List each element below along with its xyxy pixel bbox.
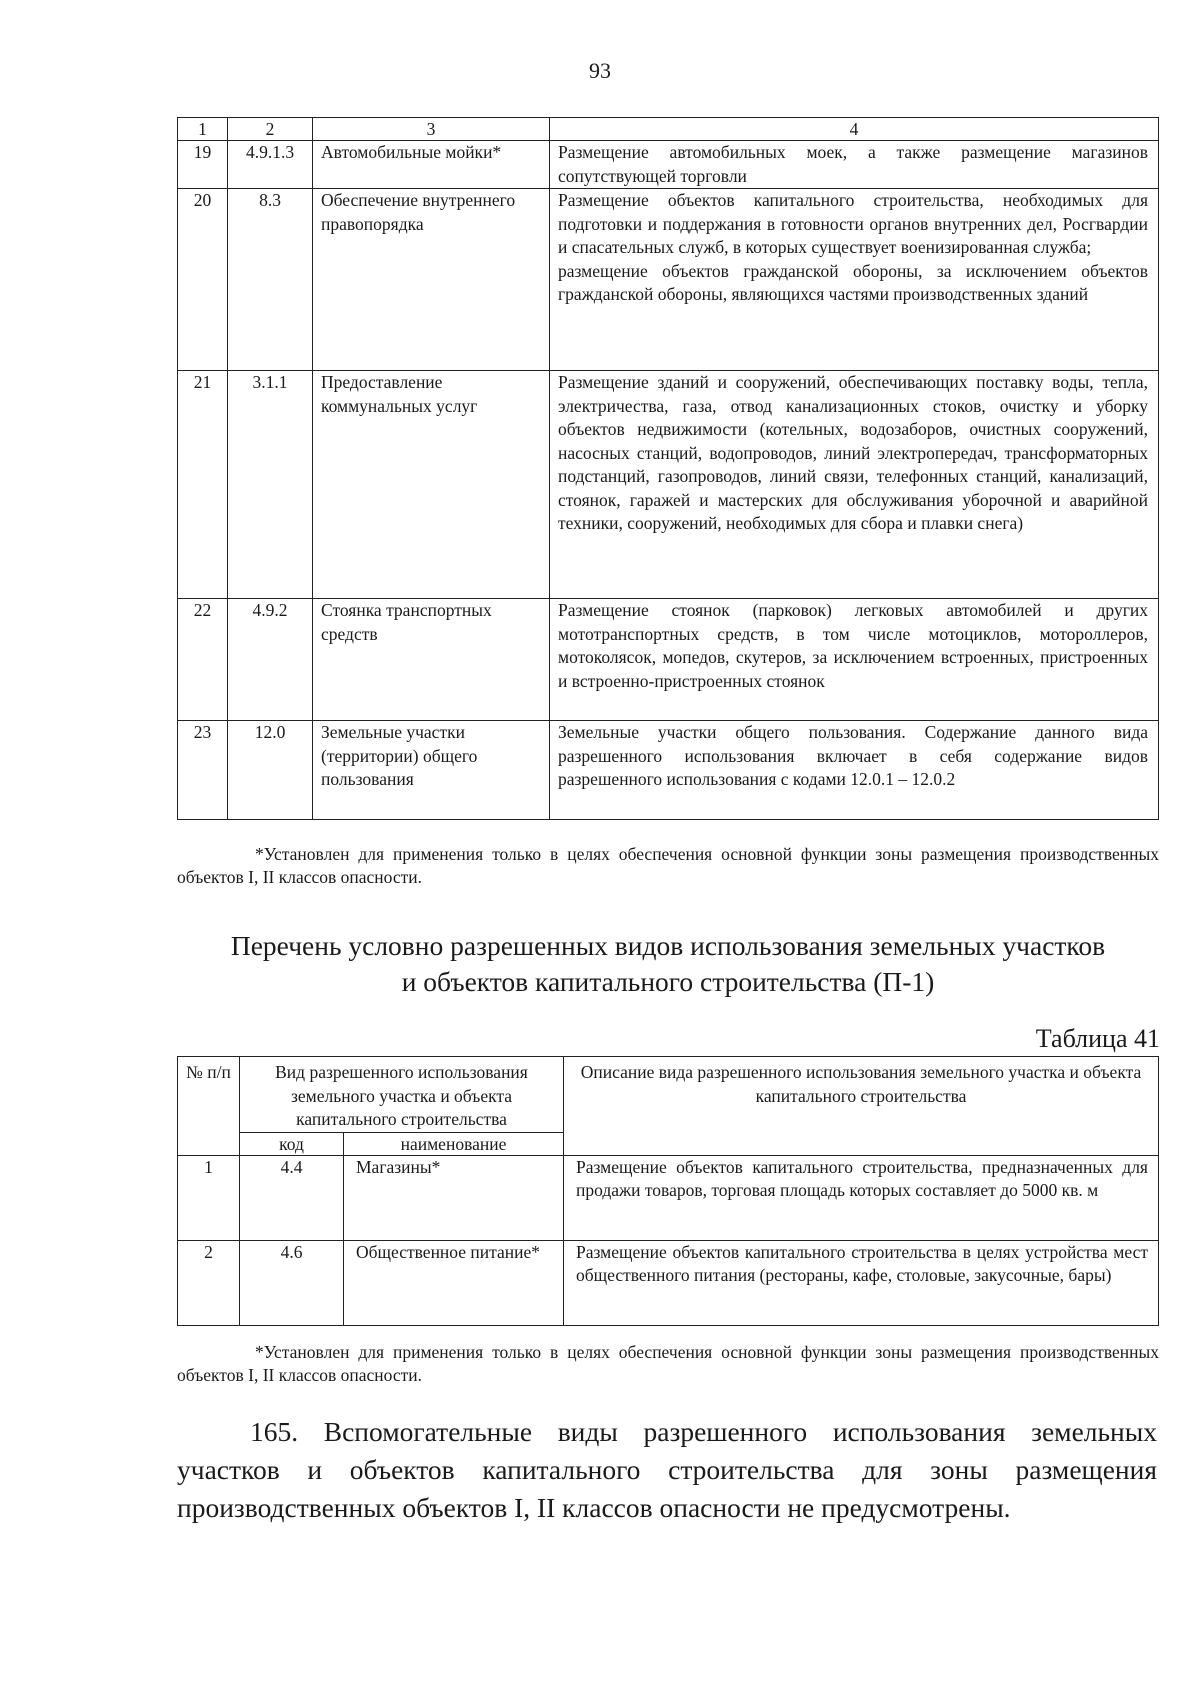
column-number: 4 — [550, 118, 1159, 141]
column-number: 2 — [228, 118, 313, 141]
use-code: 4.9.1.3 — [228, 141, 313, 189]
use-description: Размещение автомобильных моек, а также размещение магазинов сопутствующей торговли — [550, 141, 1159, 189]
description-paragraph: Размещение объектов капитального строительства, необходимых для подготовки и поддержания в готовности органов внутренних дел, Росгвардии и спасательных служб, в которых существует военизированная служба; — [558, 190, 1148, 257]
row-number: 20 — [178, 189, 228, 371]
use-name: Предоставление коммунальных услуг — [313, 371, 550, 599]
header-use-type: Вид разрешенного использования земельного участка и объекта капитального строительства — [240, 1057, 564, 1133]
table-label: Таблица 41 — [1035, 1024, 1160, 1053]
row-number: 19 — [178, 141, 228, 189]
row-number: 23 — [178, 721, 228, 820]
row-number: 22 — [178, 599, 228, 721]
use-name: Земельные участки (территории) общего пользования — [313, 721, 550, 820]
header-code: код — [240, 1132, 344, 1155]
use-description: Размещение стоянок (парковок) легковых автомобилей и других мототранспортных средств, в том числе мотоциклов, мотороллеров, мотоколясок, мопедов, скутеров, за исключением встроенных, пристроенных и встроенно-пристроенных стоянок — [550, 599, 1159, 721]
header-description: Описание вида разрешенного использования земельного участка и объекта капитального строительства — [564, 1057, 1159, 1156]
section-title-line: Перечень условно разрешенных видов использования земельных участков — [230, 930, 1106, 961]
use-name: Обеспечение внутреннего правопорядка — [313, 189, 550, 371]
permitted-uses-table-continuation — [177, 117, 1159, 820]
column-number: 1 — [178, 118, 228, 141]
use-code: 8.3 — [228, 189, 313, 371]
table-row — [178, 371, 1159, 599]
row-number: 2 — [178, 1240, 240, 1325]
use-code: 12.0 — [228, 721, 313, 820]
table-row — [178, 1155, 1159, 1240]
table-row — [178, 721, 1159, 820]
use-code: 4.9.2 — [228, 599, 313, 721]
use-name: Автомобильные мойки* — [313, 141, 550, 189]
table-row — [178, 599, 1159, 721]
use-description: Размещение объектов капитального строительства в целях устройства мест общественного питания (рестораны, кафе, столовые, закусочные, бары) — [564, 1240, 1159, 1325]
section-title — [0, 928, 1200, 1000]
footnote: *Установлен для применения только в целях обеспечения основной функции зоны размещения производственных объектов I, II классов опасности. — [177, 1342, 1159, 1385]
section-title-line: и объектов капитального строительства (П-1) — [401, 966, 935, 997]
use-name: Общественное питание* — [344, 1240, 564, 1325]
page-number: 93 — [589, 58, 611, 83]
column-number: 3 — [313, 118, 550, 141]
description-paragraph: размещение объектов гражданской обороны, за исключением объектов гражданской обороны, являющихся частями производственных зданий — [558, 260, 1148, 304]
table-row — [178, 1240, 1159, 1325]
use-name: Магазины* — [344, 1155, 564, 1240]
header-name: наименование — [344, 1132, 564, 1155]
footnote: *Установлен для применения только в целях обеспечения основной функции зоны размещения производственных объектов I, II классов опасности. — [177, 844, 1159, 887]
conditionally-permitted-uses-table — [177, 1056, 1159, 1326]
table-row — [178, 141, 1159, 189]
use-description: Размещение объектов капитального строительства, предназначенных для продажи товаров, торговая площадь которых составляет до 5000 кв. м — [564, 1155, 1159, 1240]
use-description: Земельные участки общего пользования. Содержание данного вида разрешенного использования включает в себя содержание видов разрешенного использования с кодами 12.0.1 – 12.0.2 — [550, 721, 1159, 820]
use-description: Размещение зданий и сооружений, обеспечивающих поставку воды, тепла, электричества, газа, отвод канализационных стоков, очистку и уборку объектов недвижимости (котельных, водозаборов, очистных сооружений, насосных станций, водопроводов, линий электропередач, трансформаторных подстанций, газопроводов, линий связи, телефонных станций, канализаций, стоянок, гаражей и мастерских для обслуживания уборочной и аварийной техники, сооружений, необходимых для сбора и плавки снега) — [550, 371, 1159, 599]
table-row — [178, 189, 1159, 371]
use-code: 4.4 — [240, 1155, 344, 1240]
use-code: 3.1.1 — [228, 371, 313, 599]
row-number: 1 — [178, 1155, 240, 1240]
closing-paragraph: 165. Вспомогательные виды разрешенного использования земельных участков и объектов капитального строительства для зоны размещения производственных объектов I, II классов опасности не предусмотрены. — [177, 1416, 1157, 1523]
column-number-row — [178, 118, 1159, 141]
table-header-row — [178, 1057, 1159, 1133]
row-number: 21 — [178, 371, 228, 599]
use-name: Стоянка транспортных средств — [313, 599, 550, 721]
use-code: 4.6 — [240, 1240, 344, 1325]
use-description — [550, 189, 1159, 371]
header-number: № п/п — [178, 1057, 240, 1156]
